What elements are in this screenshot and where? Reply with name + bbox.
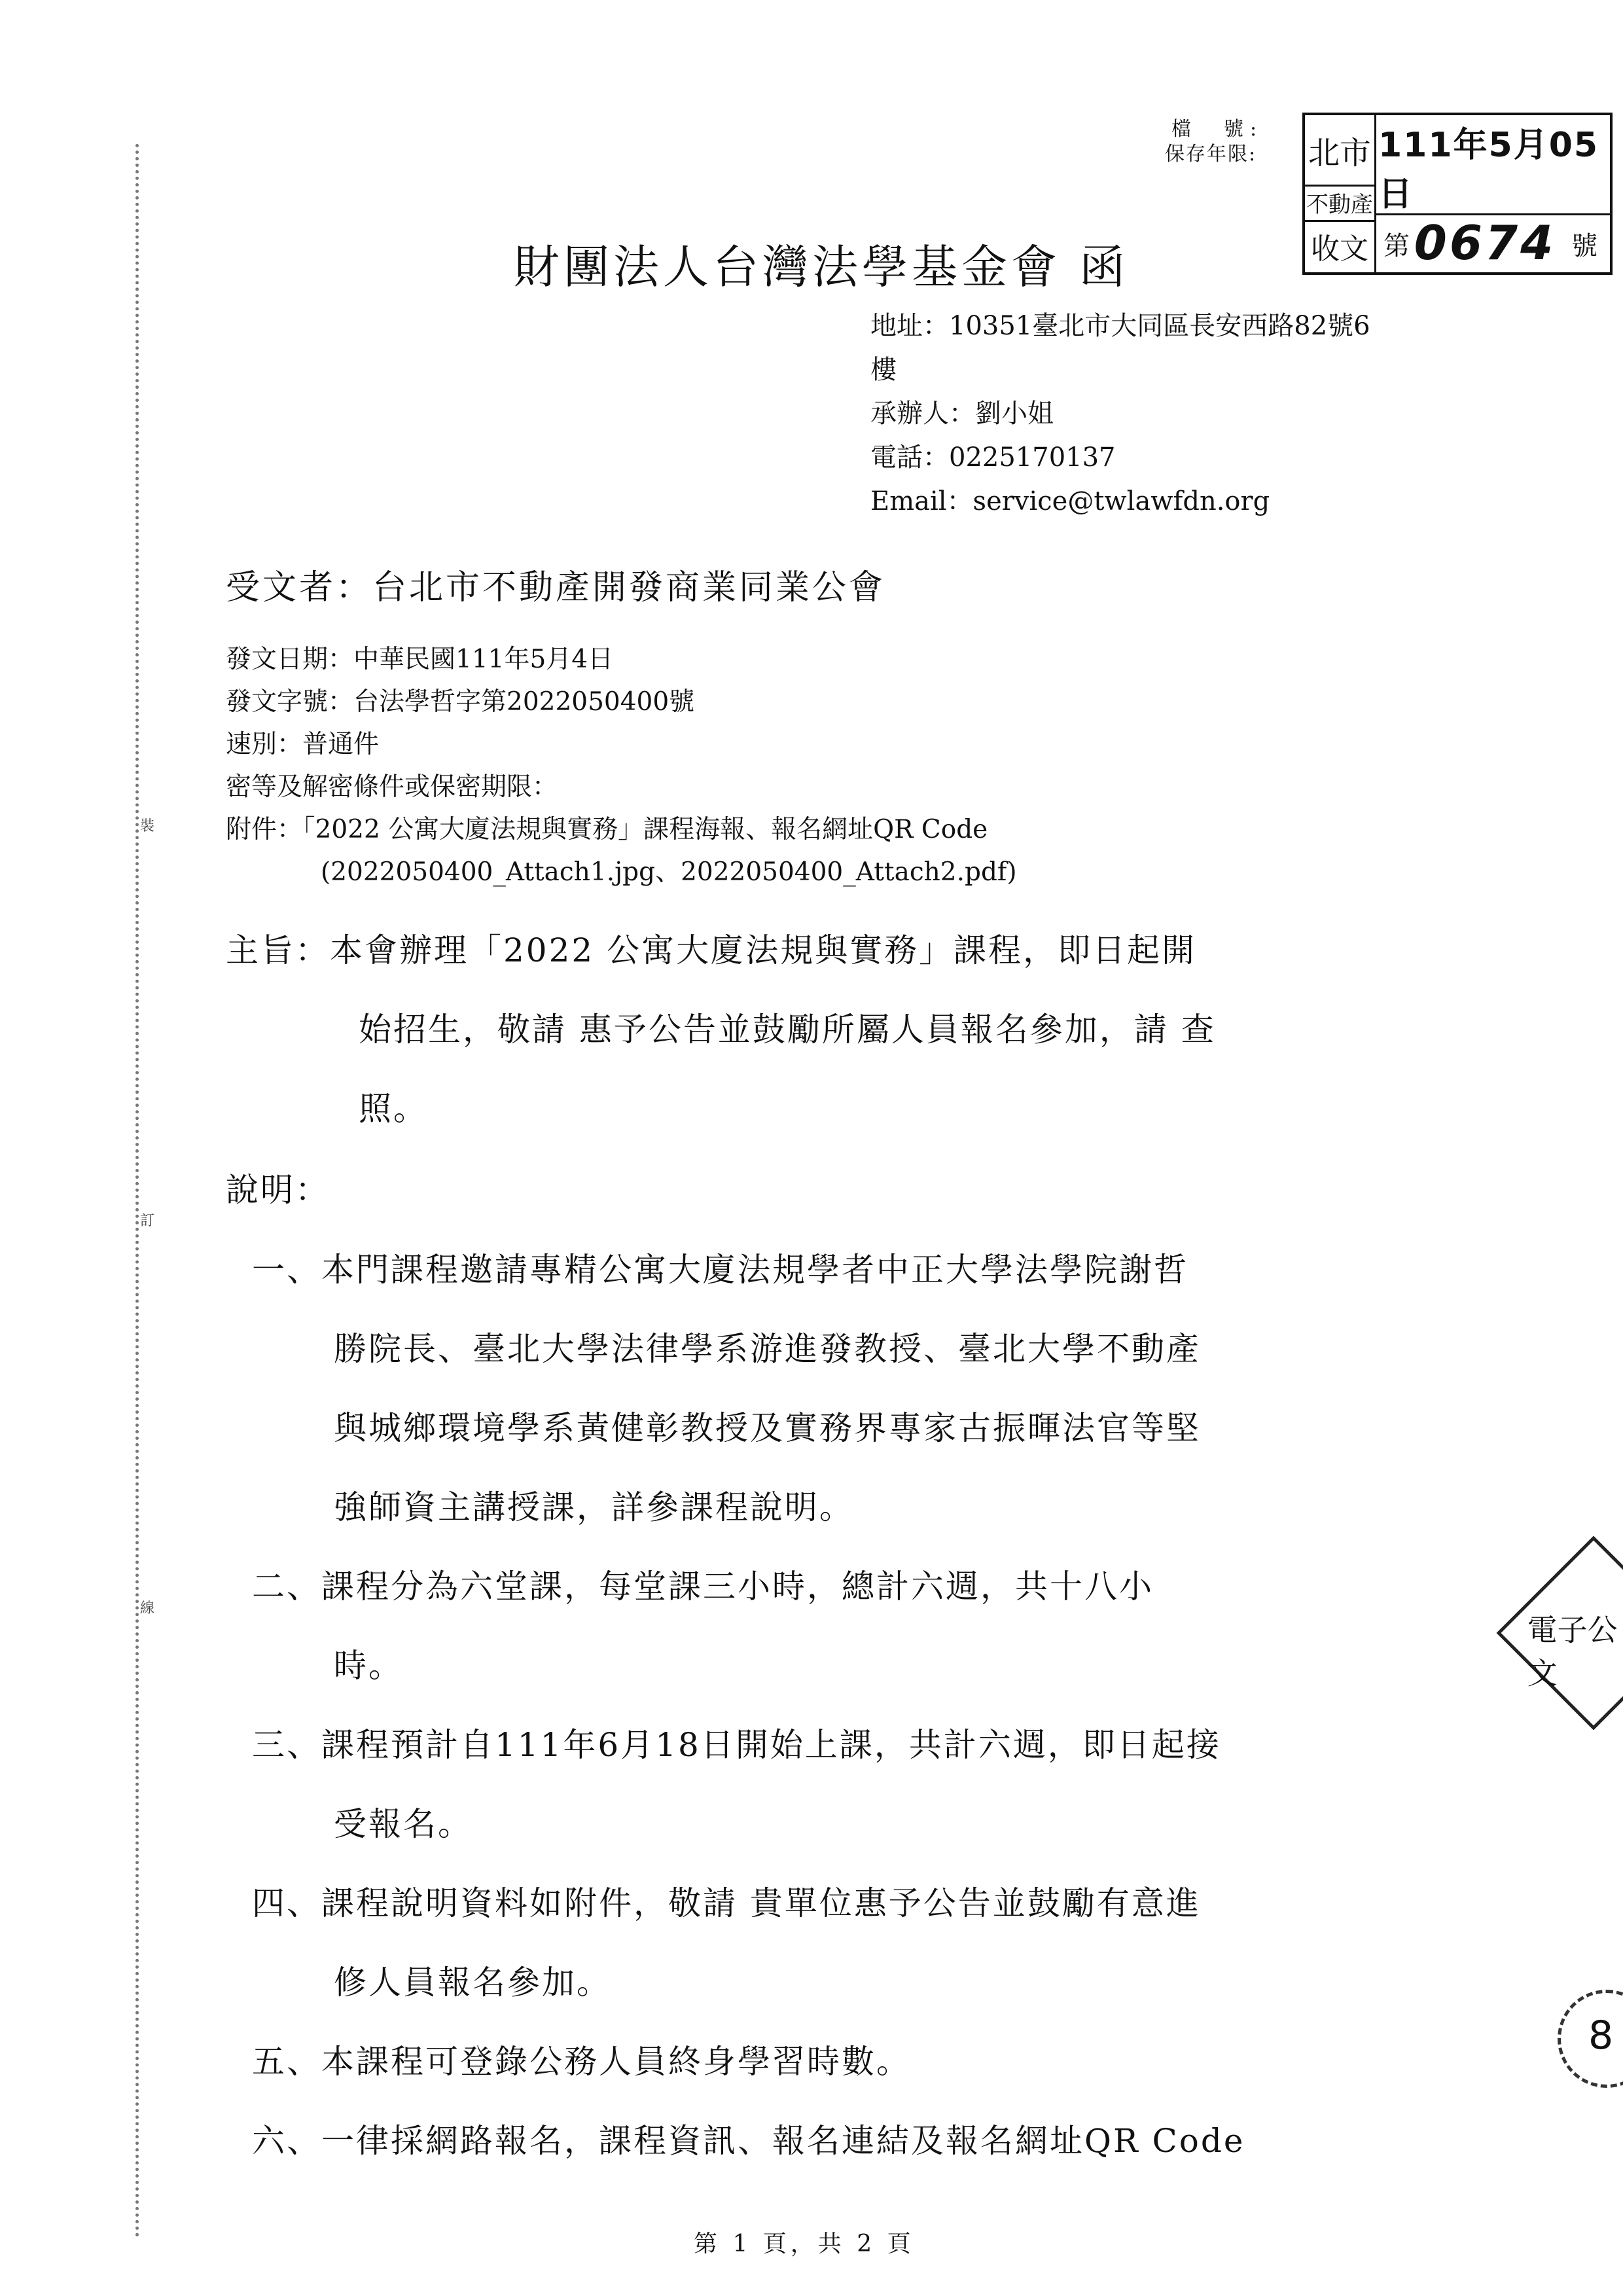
explanation-heading: 說明：: [226, 1171, 330, 1209]
seal-number: 8: [1588, 2013, 1614, 2058]
explanation-item-2-line1: 二、課程分為六堂課，每堂課三小時，總計六週，共十八小: [252, 1568, 1154, 1605]
binding-mark-ding: 訂: [140, 1213, 155, 1229]
explanation-item-4-line2: 修人員報名參加。: [334, 1964, 611, 2001]
contact-handler: 承辦人：劉小姐: [870, 399, 1054, 429]
explanation-item-2-line2: 時。: [334, 1647, 403, 1685]
explanation-item-5-line1: 五、本課程可登錄公務人員終身學習時數。: [252, 2043, 911, 2081]
issue-date: 發文日期：中華民國111年5月4日: [226, 645, 614, 674]
stamp-number-handwritten: 0674: [1414, 215, 1556, 270]
explanation-item-1-line3: 與城鄉環境學系黃健彰教授及實務界專家古振暉法官等堅: [334, 1409, 1201, 1447]
explanation-item-1-line4: 強師資主講授課，詳參課程說明。: [334, 1488, 854, 1526]
subject-line2: 始招生，敬請 惠予公告並鼓勵所屬人員報名參加，請 查: [359, 1011, 1216, 1049]
subject-line1: 主旨：本會辦理「2022 公寓大廈法規與實務」課程，即日起開: [226, 931, 1197, 969]
stamp-org-bottom: 不動產: [1306, 191, 1373, 218]
binding-mark-xian: 線: [140, 1600, 155, 1617]
explanation-item-3-line2: 受報名。: [334, 1805, 473, 1843]
secrecy-level: 密等及解密條件或保密期限：: [226, 772, 558, 802]
retention-period-label: 保存年限:: [1165, 143, 1257, 166]
recipient: 受文者：台北市不動產開發商業同業公會: [226, 568, 886, 607]
electronic-stamp-text: 電子公文: [1527, 1612, 1618, 1691]
received-stamp: [1302, 113, 1613, 275]
explanation-item-3-line1: 三、課程預計自111年6月18日開始上課，共計六週，即日起接: [252, 1726, 1221, 1764]
contact-email: Email：service@twlawfdn.org: [870, 486, 1270, 516]
contact-address-line2: 樓: [870, 355, 897, 385]
stamp-received-label: 收文: [1311, 232, 1368, 266]
file-number-label: 檔 號:: [1171, 118, 1264, 141]
page-footer: 第 1 頁，共 2 頁: [694, 2231, 915, 2257]
contact-address-line1: 地址：10351臺北市大同區長安西路82號6: [870, 311, 1370, 341]
explanation-item-1-line1: 一、本門課程邀請專精公寓大廈法規學者中正大學法學院謝哲: [252, 1251, 1188, 1289]
electronic-document-stamp: [1497, 1536, 1623, 1731]
stamp-org-top: 北市: [1308, 134, 1371, 171]
explanation-item-1-line2: 勝院長、臺北大學法律學系游進發教授、臺北大學不動產: [334, 1330, 1201, 1368]
attachment-line2: (2022050400_Attach1.jpg、2022050400_Attach2.pdf): [321, 857, 1017, 887]
round-seal-icon: [1558, 1990, 1623, 2088]
attachment-line1: 附件：「2022 公寓大廈法規與實務」課程海報、報名網址QR Code: [226, 815, 988, 844]
stamp-number-prefix: 第: [1383, 230, 1410, 261]
meta-block: [226, 638, 1017, 893]
stamp-number-suffix: 號: [1571, 230, 1597, 261]
delivery-speed: 速別：普通件: [226, 730, 380, 759]
contact-block: [870, 304, 1370, 524]
explanation-item-4-line1: 四、課程說明資料如附件，敬請 貴單位惠予公告並鼓勵有意進: [252, 1884, 1201, 1922]
explanation-item-6-line1: 六、一律採網路報名，課程資訊、報名連結及報名網址QR Code: [252, 2122, 1245, 2160]
subject-line3: 照。: [359, 1090, 428, 1128]
binding-mark-zhuang: 裝: [140, 818, 155, 834]
document-number: 發文字號：台法學哲字第2022050400號: [226, 687, 695, 717]
document-title: 財團法人台灣法學基金會 函: [514, 240, 1130, 294]
binding-dotted-line: [135, 144, 139, 2238]
stamp-date: 111年5月05日: [1378, 125, 1599, 214]
contact-phone: 電話：0225170137: [870, 442, 1116, 473]
